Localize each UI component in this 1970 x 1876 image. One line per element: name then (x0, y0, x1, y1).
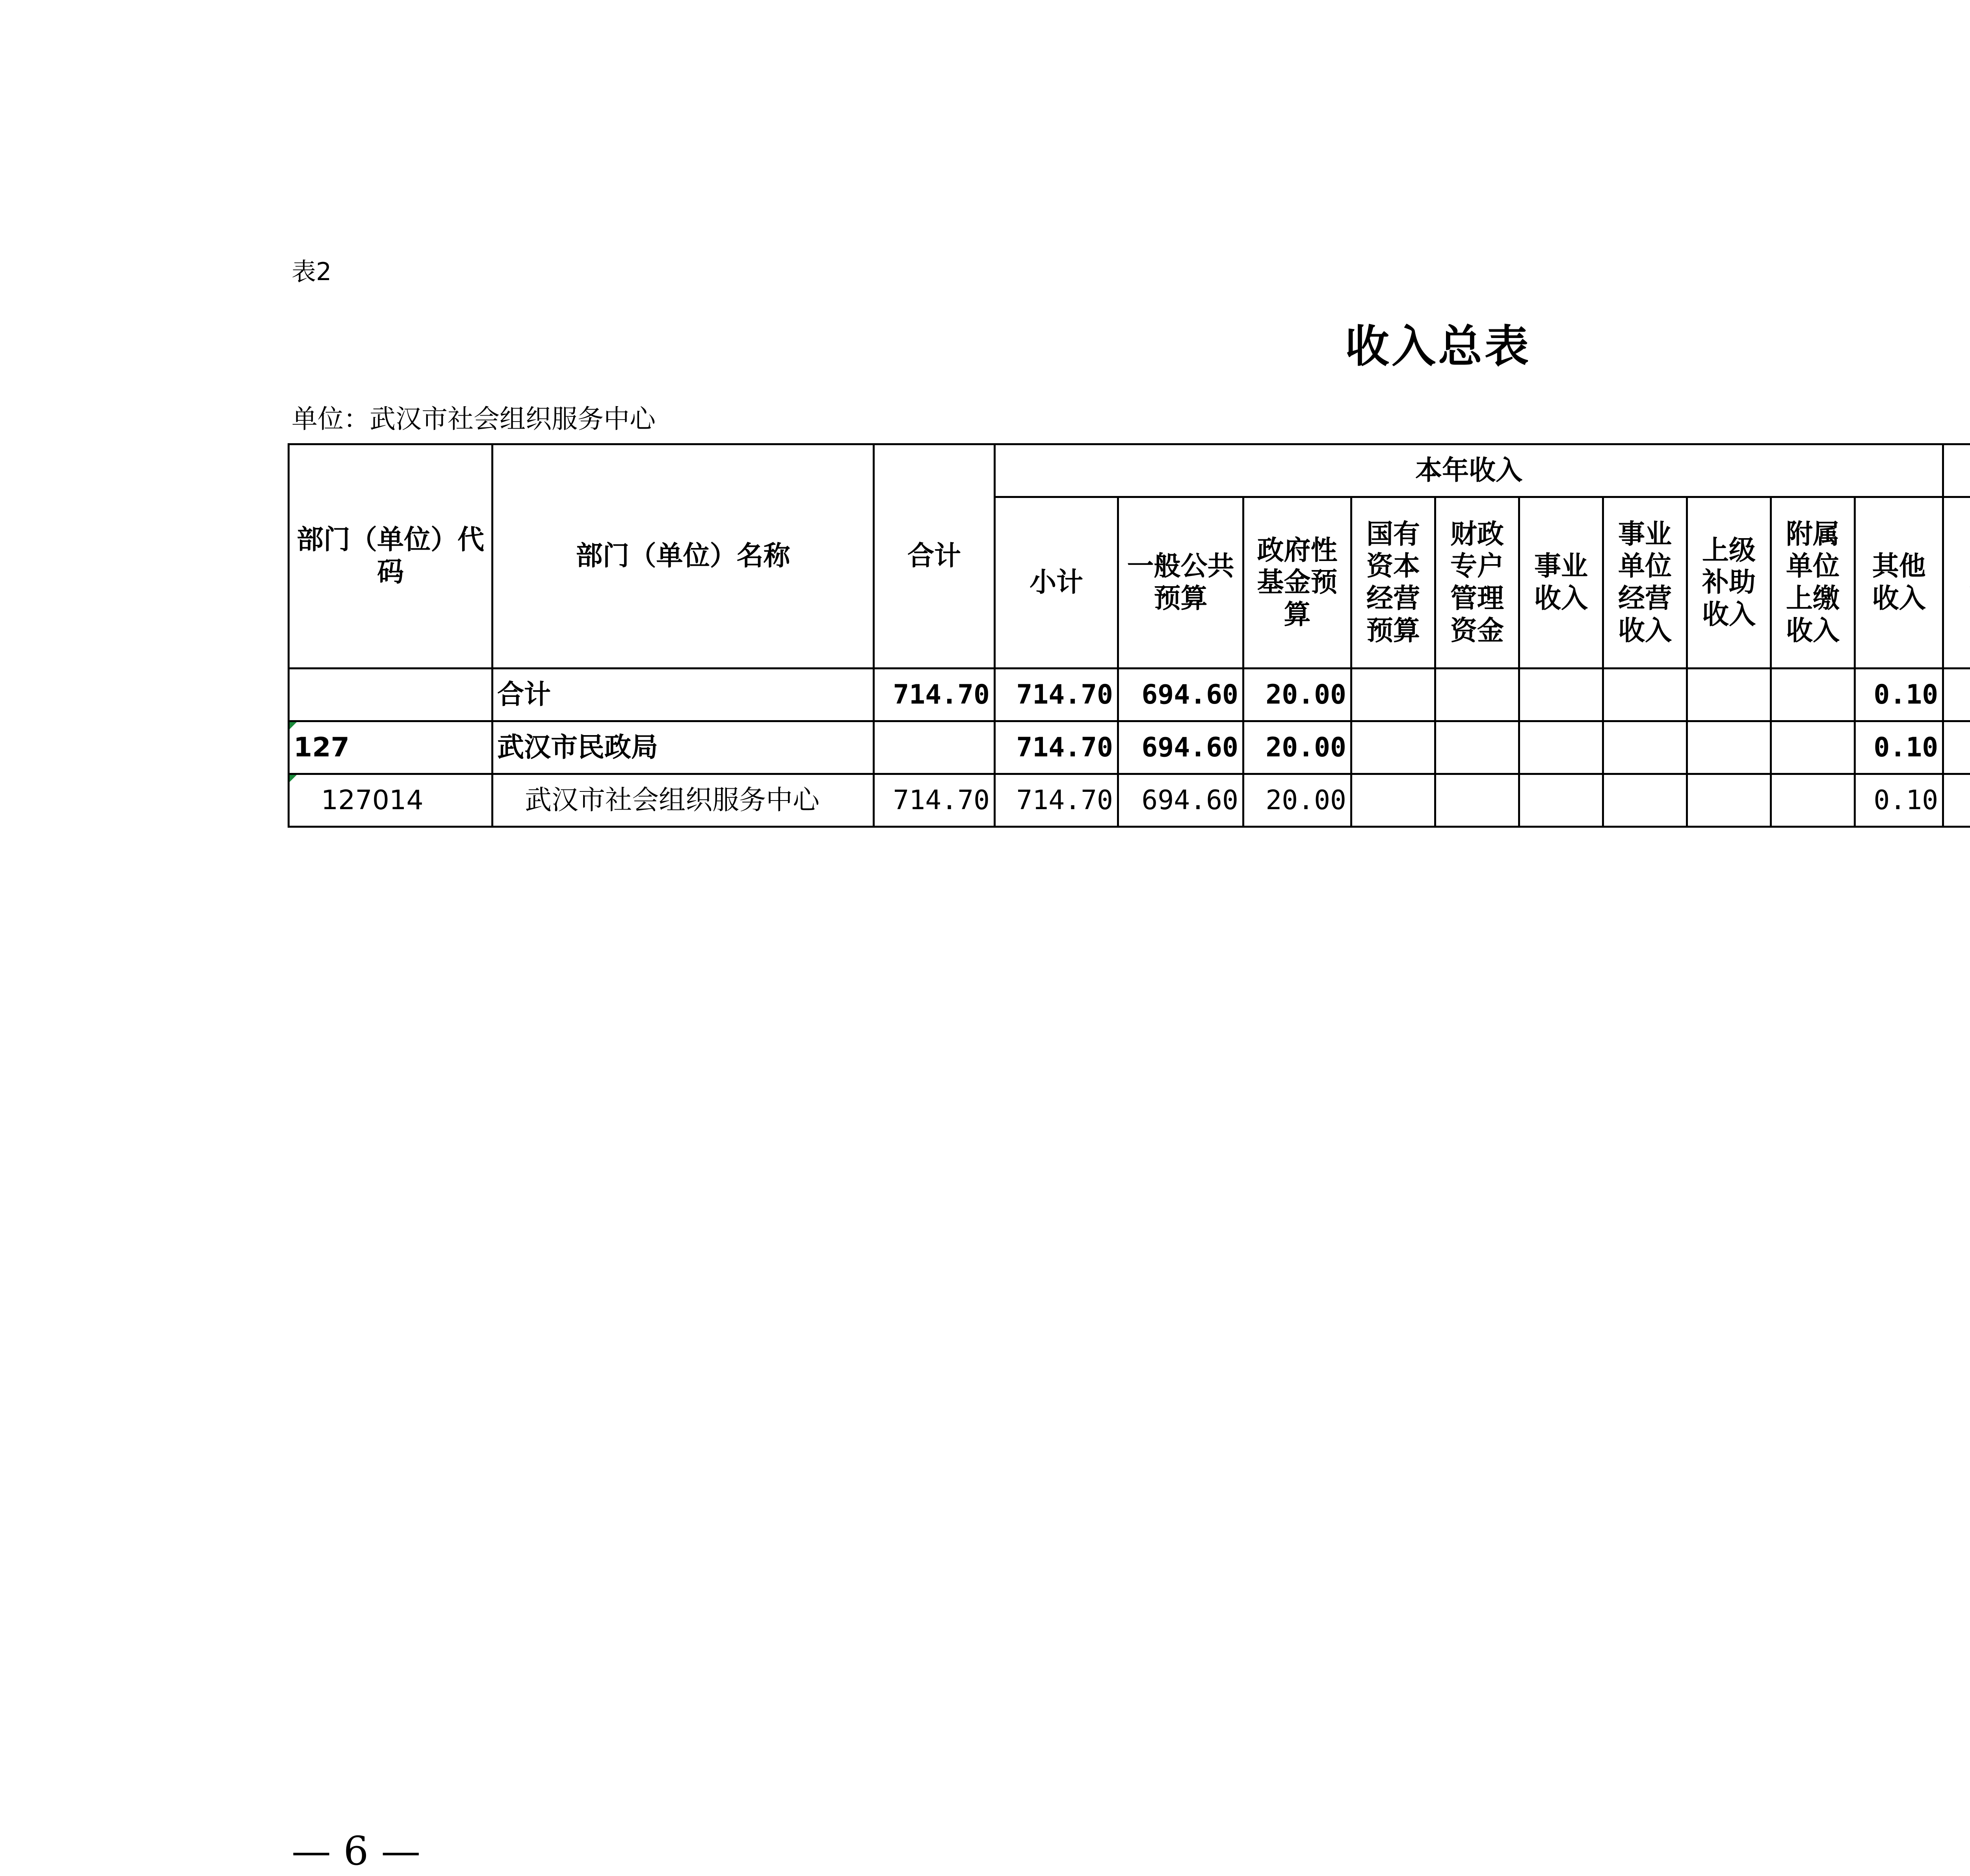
row-name: 合计 (492, 669, 874, 721)
cell-cy-0: 714.70 (995, 721, 1118, 774)
table-row-unit (289, 774, 1970, 827)
row-total: 714.70 (874, 774, 995, 827)
cell-py-0 (1943, 774, 1970, 827)
header-prior-year-carryover (1943, 444, 1970, 497)
header-cy-other-income: 其他收入 (1855, 497, 1943, 669)
header-cy-subtotal: 小计 (995, 497, 1118, 669)
table-number-label: 表2 (292, 257, 332, 286)
cell-cy-0: 714.70 (995, 774, 1118, 827)
header-cy-special-account-funds: 财政专户管理资金 (1435, 497, 1519, 669)
cell-cy-4 (1435, 669, 1519, 721)
header-current-year-income: 本年收入 (995, 444, 1943, 497)
cell-cy-7 (1687, 721, 1771, 774)
cell-cy-5 (1519, 669, 1603, 721)
header-name: 部门（单位）名称 (492, 444, 874, 669)
cell-cy-9: 0.10 (1855, 669, 1943, 721)
header-cy-operating-income: 事业单位经营收入 (1603, 497, 1687, 669)
row-total (874, 721, 995, 774)
cell-cy-0: 714.70 (995, 669, 1118, 721)
page-title: 收入总表 (1345, 321, 1531, 372)
cell-cy-3 (1351, 774, 1435, 827)
cell-cy-1: 694.60 (1118, 774, 1243, 827)
organization-unit-label: 单位：武汉市社会组织服务中心 (292, 404, 656, 434)
row-name: 武汉市民政局 (492, 721, 874, 774)
header-code: 部门（单位）代码 (289, 444, 492, 669)
header-cy-state-capital-budget: 国有资本经营预算 (1351, 497, 1435, 669)
cell-py-0 (1943, 669, 1970, 721)
cell-cy-3 (1351, 721, 1435, 774)
cell-py-0 (1943, 721, 1970, 774)
table-row-department (289, 721, 1970, 774)
cell-cy-8 (1771, 721, 1855, 774)
row-code: 127 (289, 721, 492, 774)
cell-cy-8 (1771, 669, 1855, 721)
cell-cy-9: 0.10 (1855, 721, 1943, 774)
header-cy-affiliated-remittance: 附属单位上缴收入 (1771, 497, 1855, 669)
cell-cy-5 (1519, 721, 1603, 774)
cell-cy-4 (1435, 774, 1519, 827)
header-cy-business-income: 事业收入 (1519, 497, 1603, 669)
cell-cy-7 (1687, 669, 1771, 721)
cell-cy-4 (1435, 721, 1519, 774)
cell-cy-2: 20.00 (1243, 721, 1351, 774)
row-name: 武汉市社会组织服务中心 (492, 774, 874, 827)
page-number: — 6 — (292, 1828, 421, 1874)
row-code: 127014 (289, 774, 492, 827)
header-cy-general-budget: 一般公共预算 (1118, 497, 1243, 669)
header-cy-gov-fund-budget: 政府性基金预算 (1243, 497, 1351, 669)
cell-cy-1: 694.60 (1118, 669, 1243, 721)
income-summary-table (288, 443, 1970, 828)
row-code (289, 669, 492, 721)
cell-cy-3 (1351, 669, 1435, 721)
cell-cy-6 (1603, 669, 1687, 721)
cell-cy-1: 694.60 (1118, 721, 1243, 774)
cell-cy-9: 0.10 (1855, 774, 1943, 827)
cell-cy-2: 20.00 (1243, 669, 1351, 721)
cell-cy-8 (1771, 774, 1855, 827)
cell-cy-2: 20.00 (1243, 774, 1351, 827)
table-row-total (289, 669, 1970, 721)
header-cy-superior-subsidy: 上级补助收入 (1687, 497, 1771, 669)
header-py-subtotal (1943, 497, 1970, 669)
cell-cy-6 (1603, 774, 1687, 827)
cell-cy-6 (1603, 721, 1687, 774)
header-total: 合计 (874, 444, 995, 669)
cell-cy-7 (1687, 774, 1771, 827)
row-total: 714.70 (874, 669, 995, 721)
cell-cy-5 (1519, 774, 1603, 827)
